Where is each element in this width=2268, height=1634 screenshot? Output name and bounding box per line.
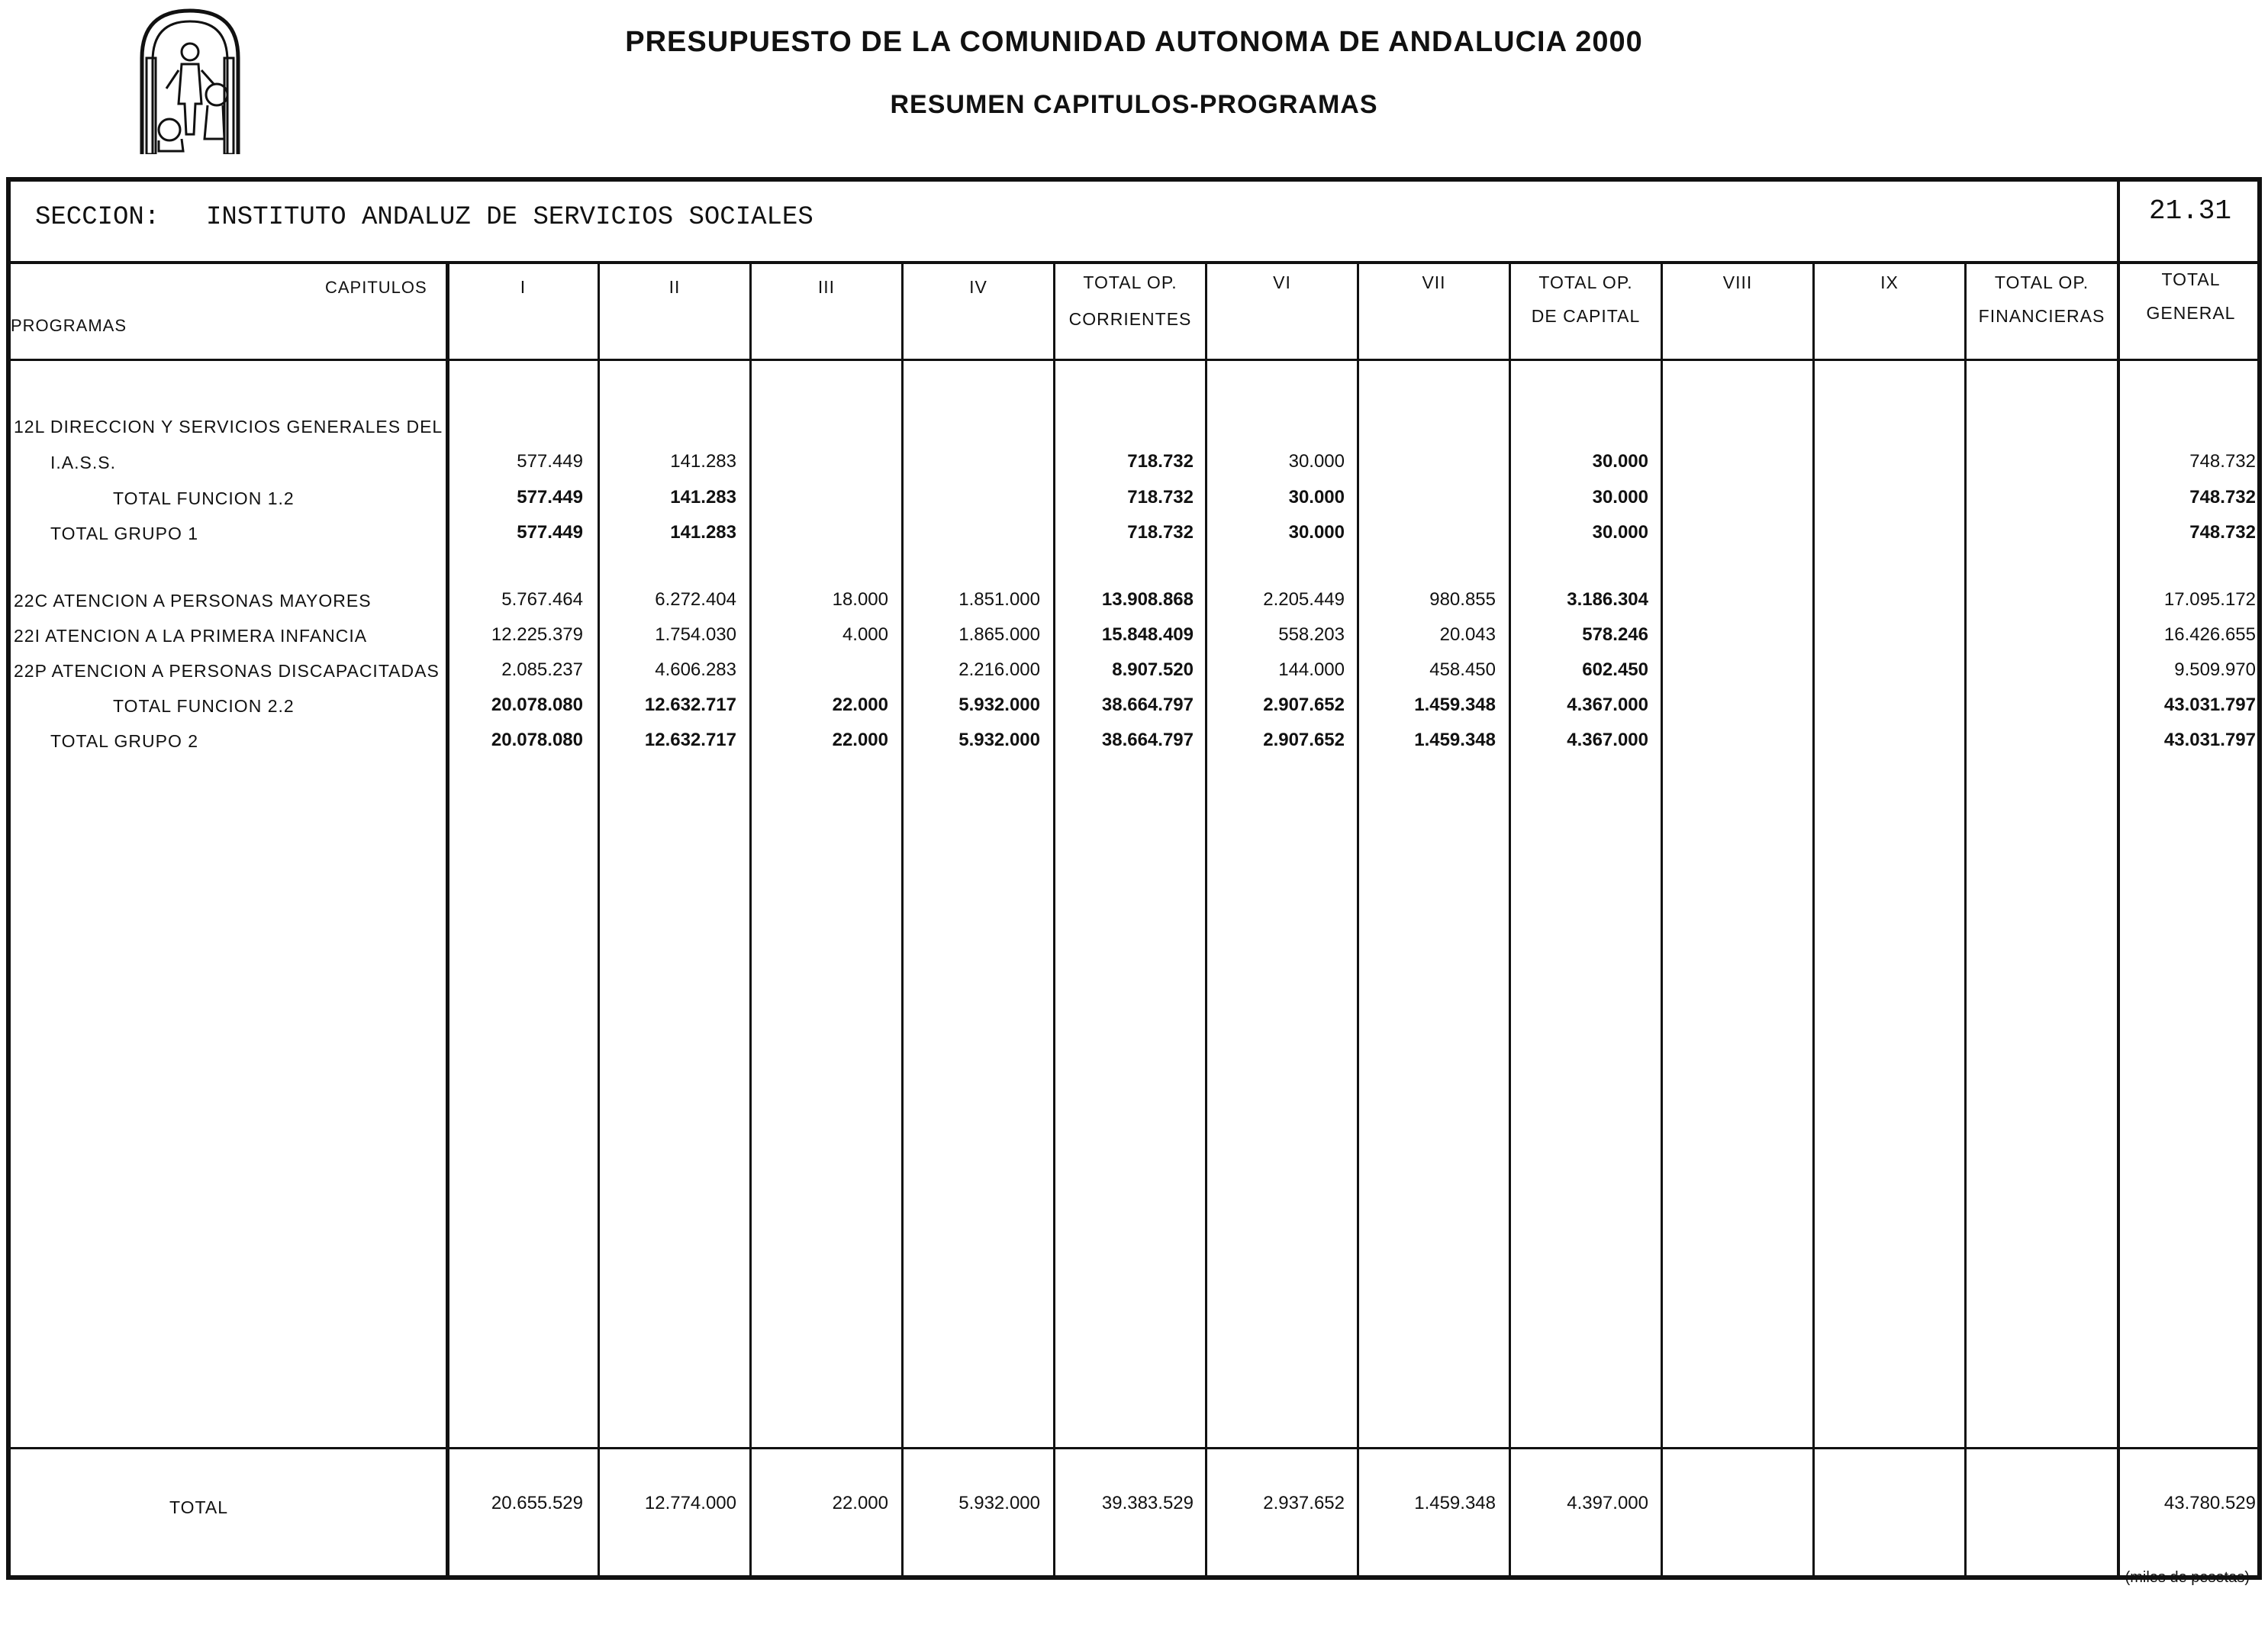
header-col-viii: VIII bbox=[1722, 272, 1753, 292]
col-divider bbox=[1812, 261, 1815, 1580]
table-cell: 141.283 bbox=[670, 522, 736, 543]
header-total-capital-line2: DE CAPITAL bbox=[1531, 306, 1641, 326]
table-cell: 141.283 bbox=[670, 487, 736, 508]
table-cell: 6.272.404 bbox=[655, 589, 736, 610]
table-cell: 458.450 bbox=[1429, 659, 1496, 680]
total-cell: 4.397.000 bbox=[1567, 1493, 1648, 1513]
section-name: INSTITUTO ANDALUZ DE SERVICIOS SOCIALES bbox=[206, 203, 813, 232]
section-label: SECCION: bbox=[35, 203, 160, 232]
header-total-capital-line1: TOTAL OP. bbox=[1538, 272, 1633, 292]
table-cell: 17.095.172 bbox=[2163, 589, 2256, 610]
table-cell: 13.908.868 bbox=[1101, 589, 1194, 610]
table-cell: 30.000 bbox=[1288, 487, 1345, 508]
row-label: TOTAL FUNCION 2.2 bbox=[113, 696, 295, 716]
total-cell: 22.000 bbox=[832, 1493, 888, 1513]
table-cell: 43.031.797 bbox=[2163, 695, 2256, 715]
table-cell: 30.000 bbox=[1288, 451, 1345, 472]
header-col-iii: III bbox=[817, 277, 836, 297]
budget-table-frame bbox=[6, 177, 2262, 1580]
table-cell: 20.043 bbox=[1439, 624, 1496, 645]
code-divider bbox=[2117, 177, 2120, 263]
table-cell: 16.426.655 bbox=[2163, 624, 2256, 645]
col-divider bbox=[1964, 261, 1967, 1580]
table-cell: 1.754.030 bbox=[655, 624, 736, 645]
total-cell: 1.459.348 bbox=[1414, 1493, 1496, 1513]
table-cell: 718.732 bbox=[1127, 487, 1194, 508]
table-cell: 718.732 bbox=[1127, 522, 1194, 543]
table-cell: 20.078.080 bbox=[491, 730, 583, 750]
table-cell: 980.855 bbox=[1429, 589, 1496, 610]
total-cell: 43.780.529 bbox=[2163, 1493, 2256, 1513]
total-cell: 5.932.000 bbox=[958, 1493, 1040, 1513]
table-cell: 4.367.000 bbox=[1567, 695, 1648, 715]
page-title: PRESUPUESTO DE LA COMUNIDAD AUTONOMA DE ANDALUCIA 2000 bbox=[625, 26, 1643, 58]
col-divider bbox=[1357, 261, 1359, 1580]
row-label: 22C ATENCION A PERSONAS MAYORES bbox=[14, 591, 372, 611]
table-cell: 1.851.000 bbox=[958, 589, 1040, 610]
table-cell: 9.509.970 bbox=[2174, 659, 2256, 680]
table-cell: 748.732 bbox=[2189, 487, 2256, 508]
table-cell: 4.606.283 bbox=[655, 659, 736, 680]
table-cell: 3.186.304 bbox=[1567, 589, 1648, 610]
table-cell: 38.664.797 bbox=[1101, 730, 1194, 750]
header-capitulos: CAPITULOS bbox=[325, 278, 427, 297]
table-cell: 12.632.717 bbox=[644, 695, 736, 715]
row-label: 22I ATENCION A LA PRIMERA INFANCIA bbox=[14, 626, 368, 646]
table-cell: 30.000 bbox=[1288, 522, 1345, 543]
table-cell: 30.000 bbox=[1592, 522, 1648, 543]
total-cell: 2.937.652 bbox=[1263, 1493, 1345, 1513]
col-divider bbox=[1661, 261, 1663, 1580]
row-label: 22P ATENCION A PERSONAS DISCAPACITADAS bbox=[14, 661, 440, 681]
table-cell: 577.449 bbox=[517, 487, 583, 508]
table-cell: 20.078.080 bbox=[491, 695, 583, 715]
table-cell: 577.449 bbox=[517, 451, 583, 472]
table-cell: 5.932.000 bbox=[958, 695, 1040, 715]
table-cell: 577.449 bbox=[517, 522, 583, 543]
table-cell: 4.367.000 bbox=[1567, 730, 1648, 750]
table-cell: 30.000 bbox=[1592, 451, 1648, 472]
header-col-vi: VI bbox=[1273, 272, 1291, 292]
total-cell: 12.774.000 bbox=[644, 1493, 736, 1513]
col-divider bbox=[749, 261, 752, 1580]
table-cell: 43.031.797 bbox=[2163, 730, 2256, 750]
header-total-financieras-line1: TOTAL OP. bbox=[1994, 272, 2089, 292]
table-cell: 30.000 bbox=[1592, 487, 1648, 508]
table-cell: 1.865.000 bbox=[958, 624, 1040, 645]
total-divider bbox=[6, 1447, 2262, 1449]
table-cell: 1.459.348 bbox=[1414, 695, 1496, 715]
header-col-iv: IV bbox=[969, 277, 987, 297]
table-cell: 15.848.409 bbox=[1101, 624, 1194, 645]
header-col-i: I bbox=[520, 277, 527, 297]
table-cell: 18.000 bbox=[832, 589, 888, 610]
header-col-ix: IX bbox=[1880, 272, 1899, 292]
header-total-general-line2: GENERAL bbox=[2146, 303, 2236, 323]
table-cell: 141.283 bbox=[670, 451, 736, 472]
row-label: TOTAL FUNCION 1.2 bbox=[113, 488, 295, 508]
table-cell: 12.225.379 bbox=[491, 624, 583, 645]
header-total-financieras-line2: FINANCIERAS bbox=[1978, 306, 2105, 326]
header-col-vii: VII bbox=[1422, 272, 1446, 292]
table-cell: 2.216.000 bbox=[958, 659, 1040, 680]
total-cell: 39.383.529 bbox=[1101, 1493, 1194, 1513]
col-divider bbox=[901, 261, 904, 1580]
section-code: 21.31 bbox=[2149, 195, 2232, 227]
header-total-general-line1: TOTAL bbox=[2161, 269, 2221, 289]
row-label: I.A.S.S. bbox=[50, 453, 116, 472]
table-cell: 718.732 bbox=[1127, 451, 1194, 472]
table-cell: 1.459.348 bbox=[1414, 730, 1496, 750]
header-total-corrientes-line2: CORRIENTES bbox=[1068, 309, 1192, 329]
table-cell: 558.203 bbox=[1278, 624, 1345, 645]
table-cell: 748.732 bbox=[2189, 451, 2256, 472]
table-cell: 2.085.237 bbox=[501, 659, 583, 680]
total-cell: 20.655.529 bbox=[491, 1493, 583, 1513]
table-cell: 2.205.449 bbox=[1263, 589, 1345, 610]
table-cell: 22.000 bbox=[832, 730, 888, 750]
table-cell: 38.664.797 bbox=[1101, 695, 1194, 715]
row-label: TOTAL GRUPO 2 bbox=[50, 731, 199, 751]
header-divider bbox=[6, 359, 2262, 361]
table-cell: 5.932.000 bbox=[958, 730, 1040, 750]
total-label: TOTAL bbox=[169, 1497, 228, 1517]
table-cell: 4.000 bbox=[842, 624, 888, 645]
header-total-corrientes-line1: TOTAL OP. bbox=[1083, 272, 1177, 292]
table-cell: 748.732 bbox=[2189, 522, 2256, 543]
table-cell: 578.246 bbox=[1582, 624, 1648, 645]
table-cell: 144.000 bbox=[1278, 659, 1345, 680]
units-footnote: (miles de pesetas) bbox=[2125, 1569, 2250, 1586]
table-cell: 2.907.652 bbox=[1263, 730, 1345, 750]
header-programas: PROGRAMAS bbox=[11, 316, 127, 335]
table-cell: 2.907.652 bbox=[1263, 695, 1345, 715]
table-cell: 602.450 bbox=[1582, 659, 1648, 680]
page-subtitle: RESUMEN CAPITULOS-PROGRAMAS bbox=[890, 90, 1378, 119]
table-cell: 12.632.717 bbox=[644, 730, 736, 750]
table-cell: 8.907.520 bbox=[1112, 659, 1194, 680]
row-label: 12L DIRECCION Y SERVICIOS GENERALES DEL bbox=[14, 417, 443, 437]
table-cell: 22.000 bbox=[832, 695, 888, 715]
table-cell: 5.767.464 bbox=[501, 589, 583, 610]
row-label: TOTAL GRUPO 1 bbox=[50, 524, 199, 543]
header-col-ii: II bbox=[668, 277, 681, 297]
